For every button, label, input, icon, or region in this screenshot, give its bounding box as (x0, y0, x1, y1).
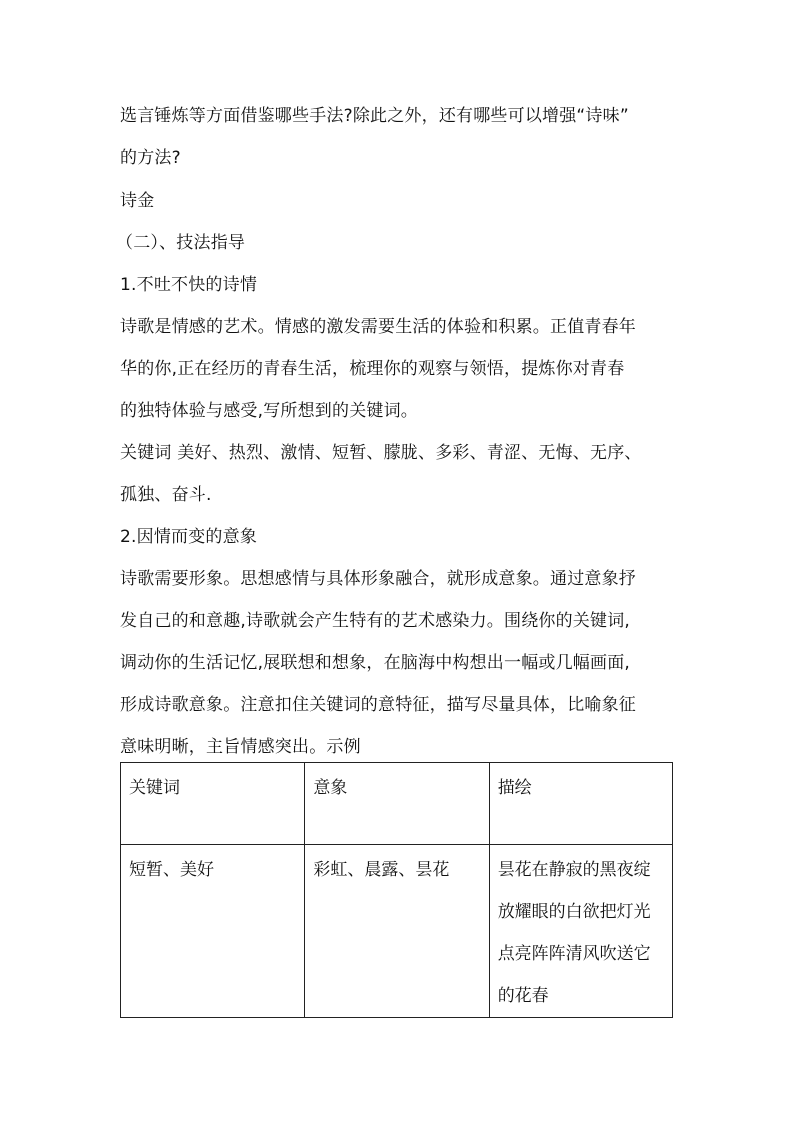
table-header-cell: 意象 (305, 763, 489, 845)
keywords-line: 孤独、奋斗. (120, 485, 212, 505)
table-row (121, 845, 673, 1018)
body-text-line: 华的你,正在经历的青春生活，梳理你的观察与领悟，提炼你对青春 (120, 359, 625, 379)
table-cell-image: 彩虹、晨露、昙花 (305, 845, 489, 1018)
table-cell-keyword: 短暂、美好 (121, 845, 305, 1018)
subsection-heading: 1.不吐不快的诗情 (120, 275, 258, 295)
body-text-line: 发自己的和意趣,诗歌就会产生特有的艺术感染力。围绕你的关键词, (120, 611, 631, 631)
keywords-line: 关键词 美好、热烈、激情、短暂、朦胧、多彩、青涩、无悔、无序、 (120, 443, 642, 463)
body-text-line: 的独特体验与感受,写所想到的关键词。 (120, 401, 419, 421)
body-text-line: 形成诗歌意象。注意扣住关键词的意特征，描写尽量具体，比喻象征 (120, 695, 636, 715)
description-line: 点亮阵阵清风吹送它 (497, 944, 651, 964)
body-text-line: 选言锤炼等方面借鉴哪些手法?除此之外，还有哪些可以增强“诗味” (120, 106, 629, 126)
description-line: 放耀眼的白欲把灯光 (497, 902, 651, 922)
subsection-heading: 2.因情而变的意象 (120, 527, 258, 547)
description-line: 的花春 (497, 986, 549, 1006)
example-table (120, 762, 673, 1018)
body-text-line: 诗歌需要形象。思想感情与具体形象融合，就形成意象。通过意象抒 (120, 569, 636, 589)
description-line: 昙花在静寂的黑夜绽 (497, 860, 651, 880)
body-text-line: 调动你的生活记忆,展联想和想象，在脑海中构想出一幅或几幅画面, (120, 653, 631, 673)
section-heading: （二）、技法指导 (116, 233, 246, 253)
body-text-line: 诗歌是情感的艺术。情感的激发需要生活的体验和积累。正值青春年 (120, 317, 636, 337)
body-text-line: 的方法? (120, 148, 181, 168)
table-header-row (121, 763, 673, 845)
table-cell-description (489, 845, 672, 1018)
body-text-line: 意味明晰，主旨情感突出。示例 (120, 737, 361, 757)
section-label: 诗金 (120, 191, 155, 211)
table-header-cell: 关键词 (121, 763, 305, 845)
table-header-cell: 描绘 (489, 763, 672, 845)
